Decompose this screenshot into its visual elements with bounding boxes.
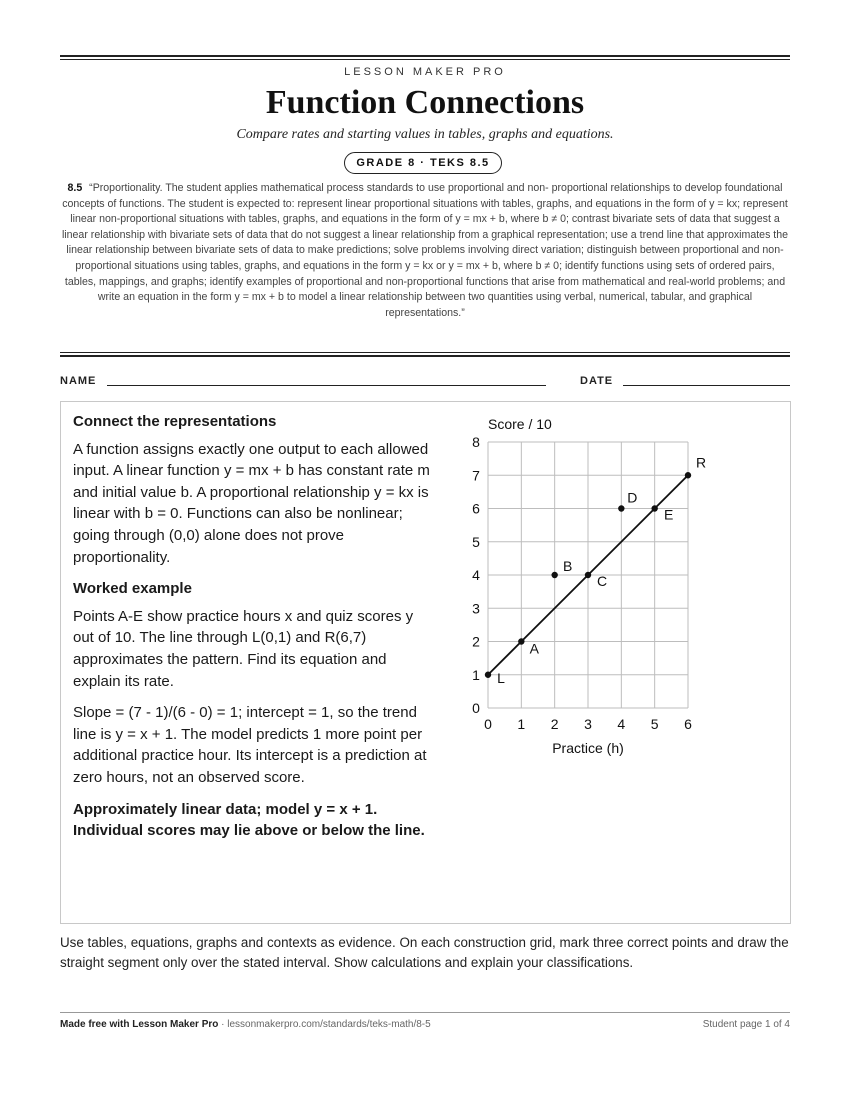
worksheet-subtitle: Compare rates and starting values in tables, graphs and equations. bbox=[236, 127, 614, 142]
paragraph-worked-example: Points A-E show practice hours x and quiz scores y out of 10. The line through L(0,1) and R(6,7) approximates the pattern. Find its equation and explain its rate. bbox=[73, 607, 414, 690]
date-label: DATE bbox=[580, 375, 614, 387]
data-point-E bbox=[651, 505, 657, 511]
y-tick-label-6: 6 bbox=[472, 500, 480, 517]
data-point-B bbox=[551, 572, 557, 578]
y-axis-label: Score / 10 bbox=[488, 416, 552, 432]
data-label-E: E bbox=[663, 506, 674, 523]
y-tick-label-5: 5 bbox=[472, 533, 480, 550]
chart-svg bbox=[460, 410, 730, 760]
brand-name: LESSON MAKER PRO bbox=[344, 66, 506, 78]
section-rule-thin bbox=[60, 352, 790, 353]
y-tick-label-2: 2 bbox=[472, 633, 480, 650]
date-field[interactable] bbox=[623, 385, 790, 386]
x-tick-label-3: 3 bbox=[584, 716, 592, 732]
x-tick-label-0: 0 bbox=[484, 716, 492, 732]
y-tick-label-4: 4 bbox=[472, 567, 480, 583]
paragraph-solution: Slope = (7 - 1)/(6 - 0) = 1; intercept = 1, so the trend line is y = x + 1. The model predicts 1 more point per additional practice hour. Its intercept is a prediction at zero hours, not an observed score. bbox=[73, 704, 427, 786]
y-tick-label-1: 1 bbox=[472, 666, 480, 683]
footer-made-with: Made free with Lesson Maker Pro bbox=[60, 1019, 219, 1030]
footer-credit bbox=[60, 1019, 431, 1030]
trend-label-R: R bbox=[695, 454, 707, 471]
x-tick-label-4: 4 bbox=[617, 716, 626, 732]
section-heading-connect: Connect the representations bbox=[73, 413, 277, 430]
footer-page-number: Student page 1 of 4 bbox=[702, 1019, 790, 1030]
conclusion-text: Approximately linear data; model y = x + 1. Individual scores may lie above or below the line. bbox=[73, 800, 425, 840]
x-tick-label-5: 5 bbox=[650, 716, 659, 732]
trend-point-L bbox=[485, 672, 491, 678]
trend-point-R bbox=[685, 472, 691, 478]
data-label-D: D bbox=[627, 489, 638, 506]
instructions-text: Use tables, equations, graphs and contexts as evidence. On each construction grid, mark three correct points and draw the straight segment only over the stated interval. Show calculations and explain your classifications. bbox=[60, 935, 789, 970]
section-heading-worked-example: Worked example bbox=[73, 580, 192, 598]
name-field[interactable] bbox=[107, 385, 546, 386]
y-tick-label-7: 7 bbox=[472, 467, 480, 484]
x-tick-label-1: 1 bbox=[517, 716, 526, 732]
x-tick-label-2: 2 bbox=[550, 716, 559, 732]
worksheet-title: Function Connections bbox=[265, 84, 585, 121]
x-axis-label: Practice (h) bbox=[552, 740, 624, 756]
data-point-D bbox=[618, 505, 624, 511]
y-tick-label-3: 3 bbox=[472, 600, 480, 617]
standard-code: 8.5 bbox=[67, 182, 83, 194]
trend-label-L: L bbox=[497, 669, 505, 686]
top-rule-thin bbox=[60, 59, 790, 60]
lesson-text bbox=[73, 411, 433, 852]
footer-rule bbox=[60, 1012, 790, 1013]
scatter-chart bbox=[460, 410, 730, 760]
data-label-C: C bbox=[596, 573, 608, 589]
section-rule bbox=[60, 355, 790, 357]
standard-description bbox=[60, 181, 790, 321]
name-label: NAME bbox=[60, 375, 97, 387]
top-rule bbox=[60, 55, 790, 57]
data-label-B: B bbox=[562, 558, 573, 574]
y-tick-label-8: 8 bbox=[472, 434, 480, 450]
paragraph-function-definition: A function assigns exactly one output to each allowed input. A linear function y = mx + b has constant rate m and initial value b. A proportional relationship y = kx is linear with b = 0. Functions can also be nonlinear; going through (0,0) alone does not prove proportionality. bbox=[73, 440, 430, 566]
data-point-C bbox=[585, 572, 591, 578]
data-label-A: A bbox=[529, 640, 540, 657]
standard-text: “Proportionality. The student applies mathematical process standards to use proportional and non- proportional relationships to develop foundational concepts of functions. The student is expected to: represent linear proportional situations with tables, graphs, and equations in the form of y = kx; represent linear non-proportional situations with tables, graphs, and equations in the form of y = mx + b, where b ≠ 0; contrast bivariate sets of data that suggest a linear relationship with bivariate sets of data that do not suggest a linear relationship from a graphical representation; use a trend line that approximates the linear relationship between bivariate sets of data to make predictions; solve problems involving direct variation; distinguish between proportional and non-proportional situations using tables, graphs, and equations in the form y = kx or y = mx + b, where b ≠ 0; identify functions using sets of ordered pairs, tables, mappings, and graphs; identify examples of proportional and non-proportional functions that arise from mathematical and real-world problems; and write an equation in the form y = mx + b to model a linear relationship between two quantities using verbal, numerical, tabular, and graphical representations.” bbox=[61, 182, 789, 319]
data-point-A bbox=[518, 638, 524, 644]
grade-badge: GRADE 8 · TEKS 8.5 bbox=[344, 152, 502, 174]
footer-url[interactable]: · lessonmakerpro.com/standards/teks-math/8-5 bbox=[218, 1019, 431, 1030]
x-tick-label-6: 6 bbox=[684, 716, 692, 732]
y-tick-label-0: 0 bbox=[472, 700, 480, 716]
